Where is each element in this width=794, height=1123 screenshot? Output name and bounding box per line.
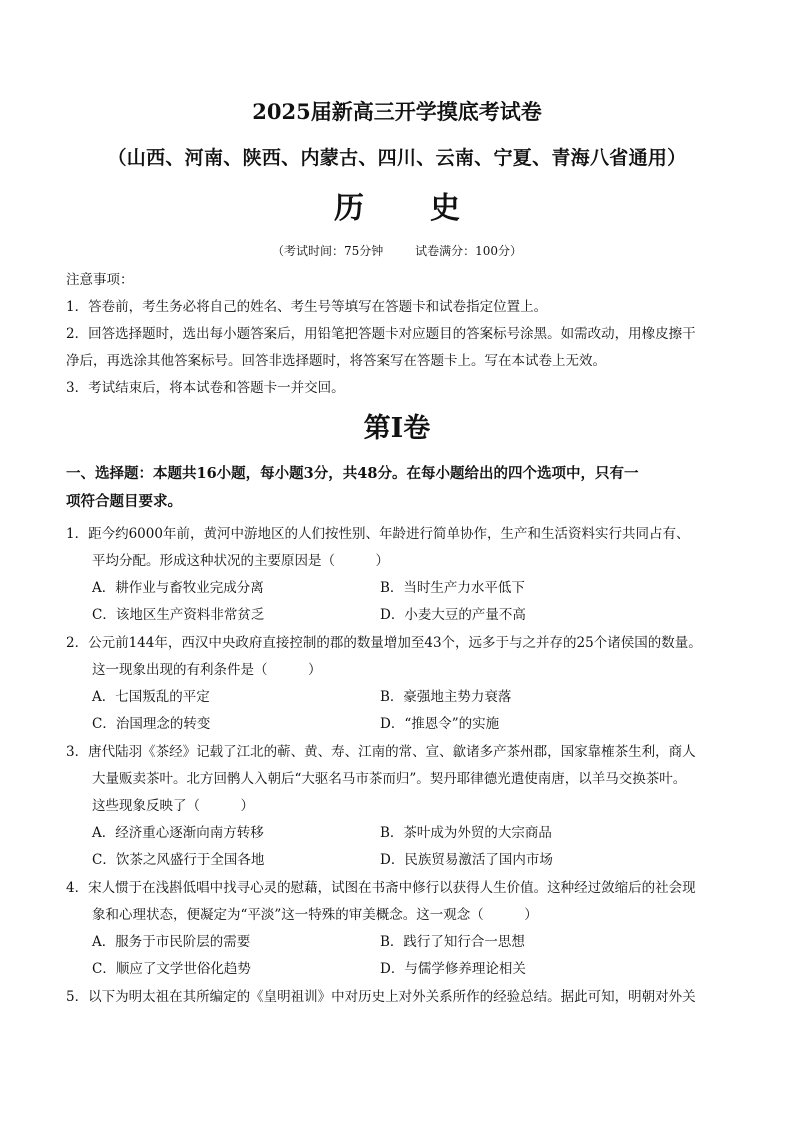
- question-1-stem: 1．距今约6000年前，黄河中游地区的人们按性别、年龄进行简单协作，生产和生活资料实行共同占有、: [66, 526, 690, 542]
- question-4-option-b[interactable]: B．践行了知行合一思想: [380, 934, 525, 950]
- question-5-stem: 5．以下为明太祖在其所编定的《皇明祖训》中对历史上对外关系所作的经验总结。据此可知，明朝对外关: [66, 989, 696, 1005]
- question-3-stem-cont: 这些现象反映了（ ）: [92, 798, 254, 814]
- question-4-option-c[interactable]: C．顺应了文学世俗化趋势: [92, 961, 251, 977]
- exam-meta: [0, 242, 794, 259]
- exam-subtitle: （山西、河南、陕西、内蒙古、四川、云南、宁夏、青海八省通用）: [107, 147, 687, 169]
- question-2-stem-cont: 这一现象出现的有利条件是（ ）: [92, 662, 322, 678]
- part-heading: 第Ⅰ卷: [363, 413, 431, 444]
- question-1-option-c[interactable]: C．该地区生产资料非常贫乏: [92, 607, 265, 623]
- question-2-option-b[interactable]: B．豪强地主势力衰落: [380, 689, 512, 705]
- question-3-option-d[interactable]: D．民族贸易激活了国内市场: [380, 852, 553, 868]
- question-3-stem: 3．唐代陆羽《茶经》记载了江北的蕲、黄、寿、江南的常、宣、歙诸多产茶州郡，国家靠榷茶生利，商人: [66, 744, 696, 760]
- question-3-option-a[interactable]: A．经济重心逐渐向南方转移: [92, 825, 264, 841]
- question-2-option-d[interactable]: D．“推恩令”的实施: [380, 716, 500, 732]
- question-1-stem-cont: 平均分配。形成这种状况的主要原因是（ ）: [92, 553, 389, 569]
- question-4-option-a[interactable]: A．服务于市民阶层的需要: [92, 934, 251, 950]
- question-3-option-c[interactable]: C．饮茶之风盛行于全国各地: [92, 852, 265, 868]
- subject-title: 历 史: [334, 191, 478, 226]
- question-1-option-d[interactable]: D．小麦大豆的产量不高: [380, 607, 526, 623]
- question-2-option-a[interactable]: A．七国叛乱的平定: [92, 689, 210, 705]
- exam-time: （考试时间：75分钟: [271, 244, 384, 258]
- notice-item: 净后，再选涂其他答案标号。回答非选择题时，将答案写在答题卡上。写在本试卷上无效。: [66, 353, 606, 369]
- exam-title: 2025届新高三开学摸底考试卷: [252, 99, 542, 124]
- question-1-option-a[interactable]: A．耕作业与畜牧业完成分离: [92, 580, 264, 596]
- question-1-option-b[interactable]: B．当时生产力水平低下: [380, 580, 525, 596]
- exam-score: 试卷满分：100分）: [415, 244, 522, 258]
- notice-item: 1．答卷前，考生务必将自己的姓名、考生号等填写在答题卡和试卷指定位置上。: [66, 299, 548, 315]
- section-heading: 一、选择题：本题共16小题，每小题3分，共48分。在每小题给出的四个选项中，只有一: [66, 465, 639, 482]
- question-2-stem: 2．公元前144年，西汉中央政府直接控制的郡的数量增加至43个，远多于与之并存的25个诸侯国的数量。: [66, 635, 702, 651]
- notice-heading: 注意事项：: [66, 272, 134, 288]
- question-4-option-d[interactable]: D．与儒学修养理论相关: [380, 961, 526, 977]
- question-3-option-b[interactable]: B．茶叶成为外贸的大宗商品: [380, 825, 552, 841]
- notice-item: 2．回答选择题时，选出每小题答案后，用铅笔把答题卡对应题目的答案标号涂黑。如需改动，用橡皮擦干: [66, 326, 696, 342]
- question-2-option-c[interactable]: C．治国理念的转变: [92, 716, 211, 732]
- question-4-stem-cont: 象和心理状态，便凝定为“平淡”这一特殊的审美概念。这一观念（ ）: [92, 907, 538, 923]
- question-3-stem-cont: 大量贩卖茶叶。北方回鹘人入朝后“大驱名马市茶而归”。契丹耶律德光遣使南唐，以羊马交换茶叶。: [92, 771, 687, 787]
- question-4-stem: 4．宋人惯于在浅斟低唱中找寻心灵的慰藉，试图在书斋中修行以获得人生价值。这种经过敛缩后的社会现: [66, 880, 696, 896]
- section-heading-cont: 项符合题目要求。: [66, 493, 182, 510]
- notice-item: 3．考试结束后，将本试卷和答题卡一并交回。: [66, 380, 345, 396]
